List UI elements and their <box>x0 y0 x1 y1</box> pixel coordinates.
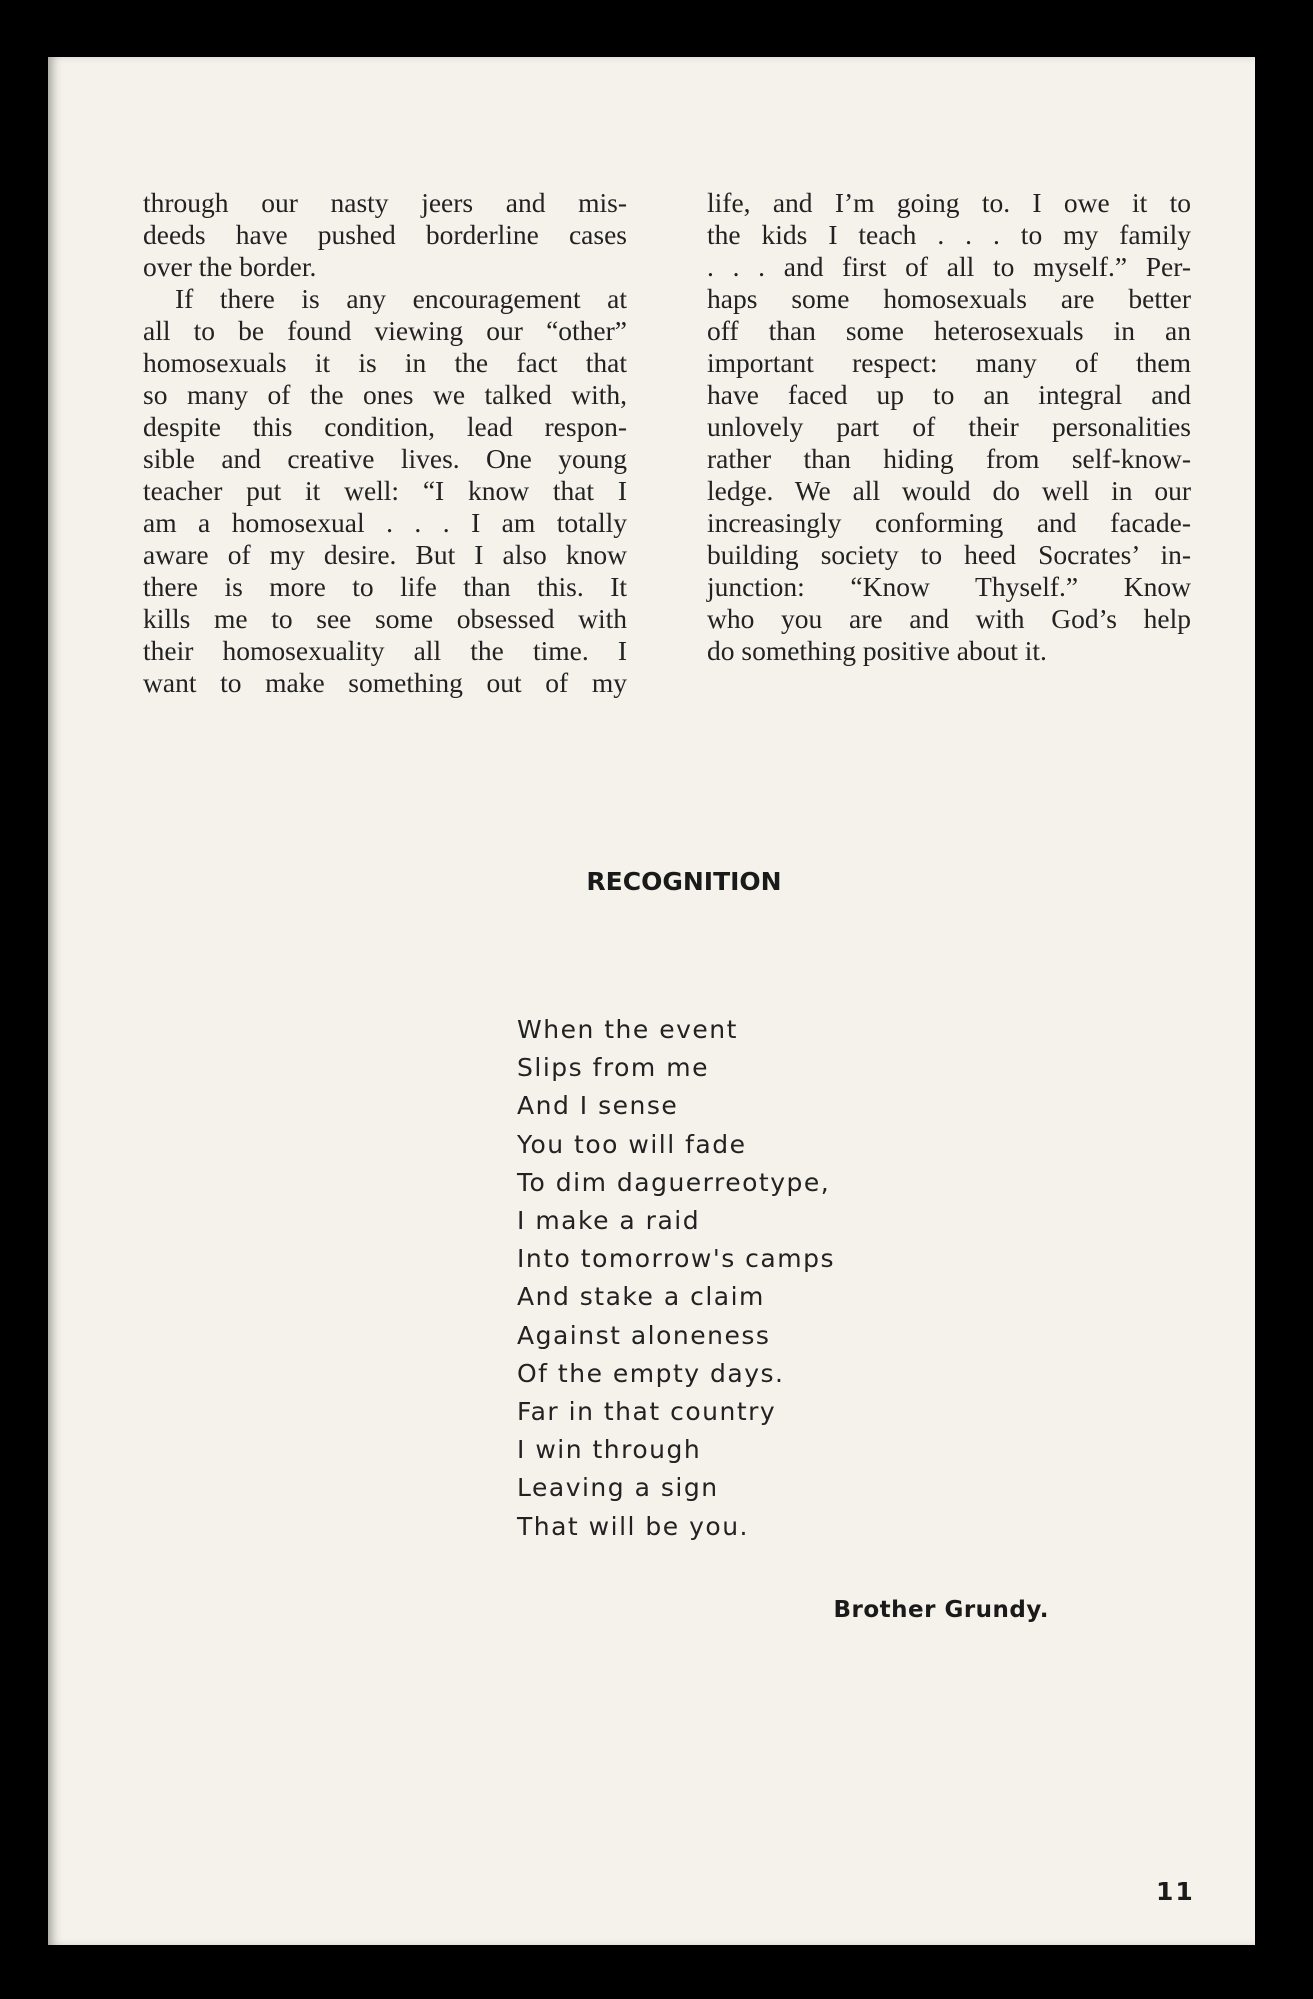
text-line: haps some homosexuals are better <box>707 283 1191 314</box>
poem-line: You too will fade <box>517 1129 747 1159</box>
text-line: ledge. We all would do well in our <box>707 475 1191 506</box>
text-line: there is more to life than this. It <box>143 571 627 602</box>
poem-line: I win through <box>517 1435 702 1465</box>
text-line: deeds have pushed borderline cases <box>143 219 627 250</box>
text-line: rather than hiding from self-know- <box>707 443 1191 474</box>
text-line: off than some heterosexuals in an <box>707 315 1191 346</box>
poem-line: Against aloneness <box>517 1320 771 1350</box>
poem-line: Leaving a sign <box>517 1473 719 1503</box>
text-line: increasingly conforming and facade- <box>707 507 1191 538</box>
poem-line: When the event <box>517 1015 738 1044</box>
text-line: have faced up to an integral and <box>707 379 1191 410</box>
text-line: all to be found viewing our “other” <box>143 315 627 346</box>
text-line: the kids I teach . . . to my family <box>707 219 1191 250</box>
poem-title: RECOGNITION <box>586 867 782 896</box>
poem-line: Slips from me <box>517 1053 709 1083</box>
text-line: despite this condition, lead respon- <box>143 411 627 442</box>
poem-line: That will be you. <box>517 1511 749 1541</box>
text-line: aware of my desire. But I also know <box>143 539 627 570</box>
text-line: junction: “Know Thyself.” Know <box>707 571 1191 602</box>
text-line: through our nasty jeers and mis- <box>143 187 627 218</box>
text-line: do something positive about it. <box>707 635 1047 666</box>
poem-line: To dim daguerreotype, <box>517 1167 831 1197</box>
text-line: life, and I’m going to. I owe it to <box>707 187 1191 218</box>
text-line: building society to heed Socrates’ in- <box>707 539 1191 570</box>
poem-author: Brother Grundy. <box>833 1597 1049 1623</box>
text-line: their homosexuality all the time. I <box>143 635 627 666</box>
text-line: kills me to see some obsessed with <box>143 603 627 634</box>
text-line: unlovely part of their personalities <box>707 411 1191 442</box>
text-line: over the border. <box>143 251 317 282</box>
poem-line: Of the empty days. <box>517 1358 785 1388</box>
text-line: important respect: many of them <box>707 347 1191 378</box>
text-line: want to make something out of my <box>143 667 627 698</box>
text-line: who you are and with God’s help <box>707 603 1191 634</box>
poem-body <box>517 1011 835 1546</box>
text-line: sible and creative lives. One young <box>143 443 627 474</box>
poem-line: Far in that country <box>517 1397 777 1427</box>
text-line: . . . and first of all to myself.” Per- <box>707 251 1191 282</box>
text-line: teacher put it well: “I know that I <box>143 475 627 506</box>
text-line: If there is any encouragement at <box>175 283 627 314</box>
page <box>48 57 1255 1945</box>
poem-line: Into tomorrow's camps <box>517 1244 835 1274</box>
article-left-column <box>143 187 627 699</box>
poem-line: And I sense <box>517 1091 679 1121</box>
poem-line: I make a raid <box>517 1206 701 1236</box>
article-right-column <box>707 187 1191 667</box>
poem-line: And stake a claim <box>517 1282 765 1312</box>
text-line: homosexuals it is in the fact that <box>143 347 627 378</box>
text-line: so many of the ones we talked with, <box>143 379 627 410</box>
page-number: 11 <box>1156 1877 1195 1906</box>
text-line: am a homosexual . . . I am totally <box>143 507 627 538</box>
